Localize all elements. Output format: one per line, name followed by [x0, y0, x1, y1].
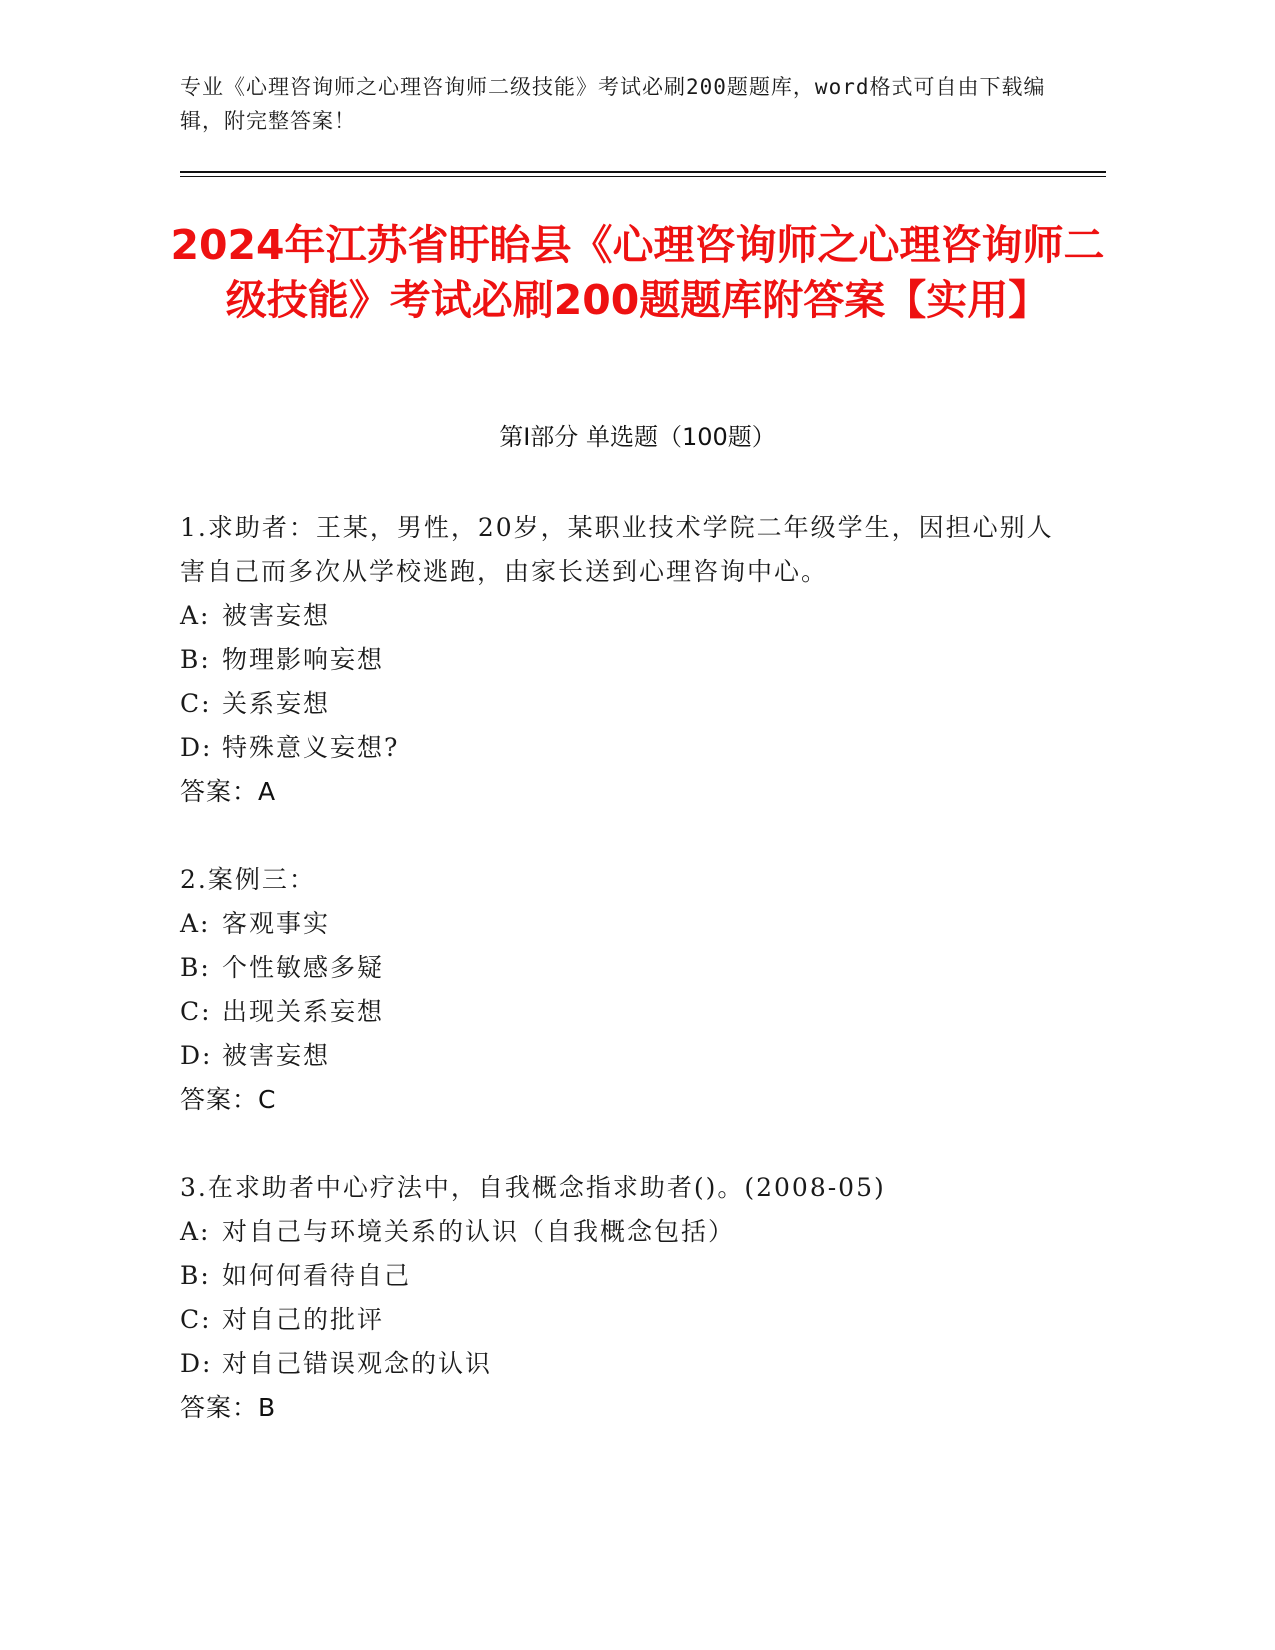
question-2 [180, 858, 1060, 1122]
option-a [180, 1210, 1060, 1254]
answer-line: 答案：B [180, 1393, 277, 1422]
option-text: 关系妄想 [222, 689, 331, 718]
option-c [180, 1298, 1060, 1342]
option-text: 如何何看待自己 [222, 1261, 412, 1290]
option-letter: B: [180, 1261, 211, 1290]
question-stem: 3.在求助者中心疗法中，自我概念指求助者()。(2008-05) [180, 1173, 886, 1202]
document-title: 2024年江苏省盱眙县《心理咨询师之心理咨询师二级技能》考试必刷200题题库附答案【实用】 [170, 221, 1105, 324]
option-letter: C: [180, 997, 212, 1026]
option-text: 物理影响妄想 [222, 645, 385, 674]
option-text: 对自己与环境关系的认识（自我概念包括） [222, 1217, 736, 1246]
option-letter: C: [180, 689, 212, 718]
option-letter: A: [180, 909, 211, 938]
option-text: 被害妄想 [222, 1041, 331, 1070]
option-b [180, 1254, 1060, 1298]
option-letter: D: [180, 733, 213, 762]
answer-line: 答案：A [180, 777, 277, 806]
option-d [180, 726, 1060, 770]
option-letter: B: [180, 645, 211, 674]
question-1 [180, 506, 1060, 814]
question-stem: 2.案例三： [180, 865, 316, 894]
header-divider-thin [180, 176, 1106, 177]
question-3 [180, 1166, 1060, 1430]
option-letter: D: [180, 1041, 213, 1070]
option-text: 对自己的批评 [222, 1305, 385, 1334]
option-text: 被害妄想 [222, 601, 331, 630]
header-note: 专业《心理咨询师之心理咨询师二级技能》考试必刷200题题库，word格式可自由下载编辑，附完整答案！ [180, 75, 1046, 133]
option-d [180, 1342, 1060, 1386]
option-c [180, 682, 1060, 726]
option-text: 个性敏感多疑 [222, 953, 385, 982]
option-b [180, 946, 1060, 990]
option-letter: A: [180, 1217, 211, 1246]
option-a [180, 902, 1060, 946]
question-stem: 1.求助者：王某，男性，20岁，某职业技术学院二年级学生，因担心别人害自己而多次从学校逃跑，由家长送到心理咨询中心。 [180, 513, 1054, 586]
option-b [180, 638, 1060, 682]
option-letter: B: [180, 953, 211, 982]
option-letter: D: [180, 1349, 213, 1378]
option-text: 特殊意义妄想? [222, 733, 400, 762]
option-letter: C: [180, 1305, 212, 1334]
option-a [180, 594, 1060, 638]
question-list [180, 506, 1060, 1474]
option-c [180, 990, 1060, 1034]
section-heading: 第I部分 单选题（100题） [499, 423, 776, 451]
option-text: 出现关系妄想 [222, 997, 385, 1026]
header-divider-thick [180, 171, 1106, 173]
option-text: 对自己错误观念的认识 [222, 1349, 493, 1378]
option-d [180, 1034, 1060, 1078]
answer-line: 答案：C [180, 1085, 277, 1114]
option-text: 客观事实 [222, 909, 331, 938]
option-letter: A: [180, 601, 211, 630]
